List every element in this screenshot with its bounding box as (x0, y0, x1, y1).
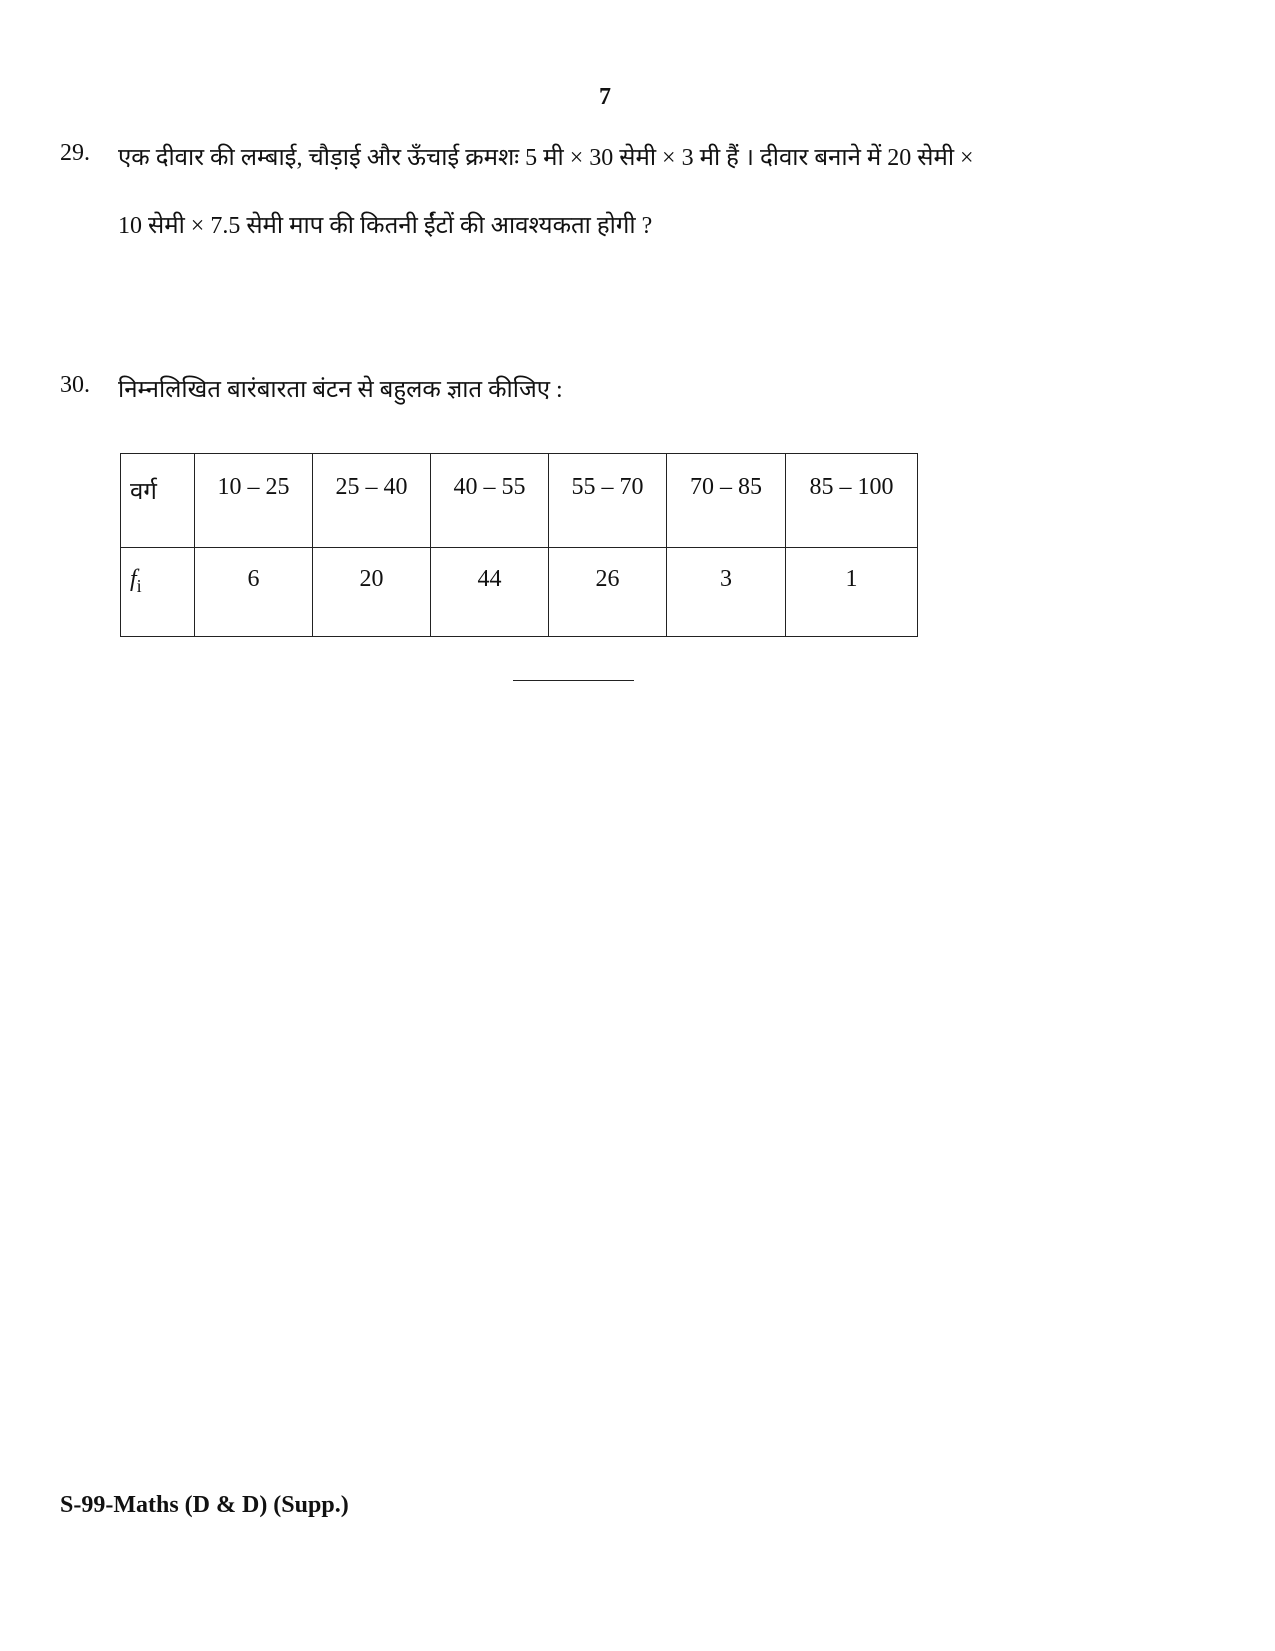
frequency-cell: 3 (667, 548, 786, 637)
page-number: 7 (599, 84, 611, 110)
class-cell: 55 – 70 (549, 454, 667, 548)
class-cell: 40 – 55 (431, 454, 549, 548)
class-cell: 85 – 100 (786, 454, 918, 548)
class-header: वर्ग (121, 454, 195, 548)
question-30-number: 30. (60, 372, 90, 398)
table-row-class (121, 454, 918, 548)
end-of-questions-rule (513, 680, 634, 681)
class-cell: 10 – 25 (195, 454, 313, 548)
frequency-cell: 20 (313, 548, 431, 637)
frequency-cell: 6 (195, 548, 313, 637)
question-29-text-line2: 10 सेमी × 7.5 सेमी माप की कितनी ईंटों की आवश्यकता होगी ? (118, 213, 653, 239)
class-cell: 25 – 40 (313, 454, 431, 548)
table-row-frequency (121, 548, 918, 637)
paper-code-footer: S-99-Maths (D & D) (Supp.) (60, 1492, 349, 1518)
frequency-symbol: f (130, 566, 137, 592)
frequency-subscript: i (136, 576, 142, 596)
frequency-cell: 26 (549, 548, 667, 637)
question-29-text-line1: एक दीवार की लम्बाई, चौड़ाई और ऊँचाई क्रमशः 5 मी × 30 सेमी × 3 मी हैं । दीवार बनाने में 20 सेमी × (118, 145, 974, 171)
question-30-text: निम्नलिखित बारंबारता बंटन से बहुलक ज्ञात कीजिए : (118, 377, 563, 403)
frequency-distribution-table (120, 453, 918, 637)
frequency-cell: 44 (431, 548, 549, 637)
frequency-cell: 1 (786, 548, 918, 637)
class-cell: 70 – 85 (667, 454, 786, 548)
frequency-header (121, 548, 195, 637)
question-29-number: 29. (60, 140, 90, 166)
